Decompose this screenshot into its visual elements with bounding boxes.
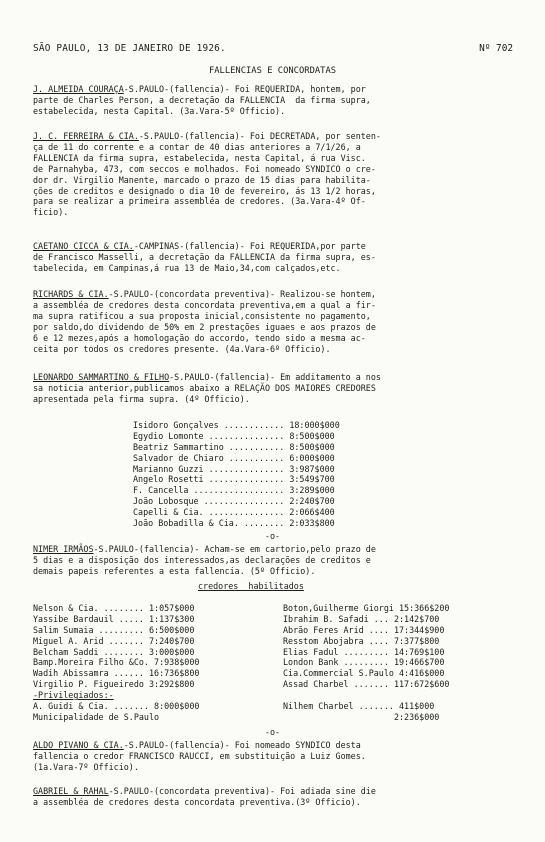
entry-line: a assembléa de credores desta concordata preventiva,em a qual a fir- [33, 299, 376, 310]
entry-first-line: -S.PAULO-(fallencia)- Foi DECRETADA, por senten- [138, 131, 381, 141]
entry-first-line: -S.PAULO-(fallencia)- Foi nomeado SYNDICO desta [123, 740, 361, 750]
list-item: Miguel A. Arid ....... 7:240$700 [33, 635, 195, 646]
entry-name: LEONARDO SAMMARTINO & FILHO [33, 372, 170, 382]
entry-first-line: -S.PAULO-(concordata preventiva)- Foi adiada sine die [108, 786, 376, 796]
entry-line: apresentada pela firma supra. (4º Officio). [33, 393, 250, 404]
entry-gabriel [33, 786, 519, 808]
list-item: 2:236$000 [393, 711, 440, 722]
list-item: Yassibe Bardauil ..... 1:137$300 [33, 613, 195, 624]
entry-line: ça de 11 do corrente e a contar de 40 dias anteriores a 7/1/26, a [33, 141, 361, 152]
entry-line: fallencia o credor FRANCISCO RAUCCI, em substituição a Luiz Gomes. [33, 750, 366, 761]
entry-line: 5 dias e a disposição dos interessados,as declarações de creditos e [33, 554, 371, 565]
entry-line: para se realizar a primeira assembléa de credores. (3a.Vara-4º Of- [33, 196, 366, 207]
entry-line: parte de Charles Person, a decretação da FALLENCIA da firma supra, [33, 94, 371, 105]
entry-richards [33, 289, 519, 354]
list-item: João Bobadilla & Cia. ........ 2:033$800 [133, 518, 335, 529]
habilitados-title: credores habilitados [198, 581, 304, 591]
list-item: Salim Sumaia ......... 6:500$000 [33, 624, 195, 635]
credores-list [133, 409, 340, 529]
entry-line: por saldo,do dividendo de 50% em 2 prestações iguaes e aos prazos de [33, 321, 376, 332]
list-item: Capelli & Cia. ............... 2:066$400 [133, 507, 335, 518]
privilegiados-title: -Privilegiados:- [33, 690, 114, 701]
habilitados-right-column [283, 592, 449, 723]
list-item: Cia.Commercial S.Paulo 4:416$000 [283, 668, 445, 679]
list-item: Resstom Abojabra .... 7:377$800 [283, 635, 440, 646]
entry-name: ALDO PIVANO & CIA. [33, 740, 124, 750]
habilitados-left-column [33, 592, 199, 723]
list-item: Nelson & Cia. ........ 1:057$000 [33, 602, 195, 613]
list-item: Municipalidade de S.Paulo [33, 711, 160, 722]
list-item: F. Cancella .................. 3:289$000 [133, 485, 335, 496]
list-item: Marianno Guzzi ............... 3:987$000 [133, 463, 335, 474]
entry-line: ma supra ratificou a sua proposta inicial,consistente no pagamento, [33, 310, 371, 321]
list-item: João Lobosque ................ 2:240$700 [133, 496, 335, 507]
separator: -o- [264, 531, 281, 541]
entry-name: CAETANO CICCA & CIA. [33, 241, 134, 251]
entry-line: a assembléa de credores desta concordata preventiva.(3º Officio). [33, 796, 361, 807]
list-item: London Bank ......... 19:466$700 [283, 657, 445, 668]
list-item: Abrão Feres Arid .... 17:344$900 [283, 624, 445, 635]
entry-line: dor dr. Virgilio Manente, marcado o prazo de 15 dias para habilita- [33, 174, 371, 185]
entry-nimer [33, 544, 519, 577]
list-item: Salvador de Chiaro ........... 6:000$000 [133, 452, 335, 463]
entry-line: de Parnahyba, 473, com seccos e molhados. Foi nomeado SYNDICO o cre- [33, 163, 376, 174]
entry-almeida [33, 84, 519, 117]
list-item: Boton,Guilherme Giorgi 15:366$200 [283, 602, 450, 613]
list-item: A. Guidi & Cia. ....... 8:000$000 [33, 701, 200, 712]
entry-line: demais papeis referentes a esta fallencia. (5º Officio). [33, 565, 316, 576]
list-item: Belcham Saddi ........ 3:000$000 [33, 646, 195, 657]
list-item: Beatriz Sammartino ........... 8:500$000 [133, 441, 335, 452]
entry-name: GABRIEL & RAHAL [33, 786, 109, 796]
entry-line: de Francisco Masselli, a decretação da FALLENCIA da firma supra, es- [33, 251, 376, 262]
list-item: Ibrahim B. Safadi ... 2:142$700 [283, 613, 440, 624]
entry-line: ceita por todos os credores presente. (4a.Vara-6º Officio). [33, 343, 331, 354]
list-item: Elias Fadul ......... 14:769$100 [283, 646, 445, 657]
entry-line: (1a.Vara-7º Officio). [33, 761, 139, 772]
entry-first-line: -S.PAULO-(concordata preventiva)- Realizou-se hontem, [108, 289, 376, 299]
entry-sammartino [33, 372, 519, 405]
entry-name: J. ALMEIDA COURAÇA [33, 84, 124, 94]
list-item: Egydio Lomonte ............... 8:500$000 [133, 430, 335, 441]
section-title: FALLENCIAS E CONCORDATAS [208, 66, 337, 76]
entry-cicca [33, 241, 519, 274]
entry-first-line: -CAMPINAS-(fallencia)- Foi REQUERIDA,por parte [133, 241, 366, 251]
entry-first-line: -S.PAULO-(fallencia)- Em additamento a nos [169, 372, 381, 382]
entry-first-line: -S.PAULO-(fallencia)- Acham-se em cartorio,pelo prazo de [93, 544, 376, 554]
list-item: Assad Charbel ....... 117:672$600 [283, 679, 450, 690]
page-date: SÃO PAULO, 13 DE JANEIRO DE 1926. [33, 43, 226, 54]
page-number: Nº 702 [479, 43, 513, 54]
entry-line: sa noticia anterior,publicamos abaixo a RELAÇÃO DOS MAIORES CREDORES [33, 382, 376, 393]
entry-ferreira [33, 131, 519, 218]
entry-line: ções de creditos e designado o dia 10 de fevereiro, ás 13 1/2 horas, [33, 185, 376, 196]
list-item: Angelo Rosetti ............... 3:549$700 [133, 474, 335, 485]
entry-line: ficio). [33, 207, 69, 218]
list-item: Bamp.Moreira Filho &Co. 7:938$000 [33, 657, 200, 668]
list-item: Wadih Abissamra ...... 16:736$800 [33, 668, 200, 679]
entry-line: estabelecida, nesta Capital. (3a.Vara-5º Officio). [33, 105, 286, 116]
separator-2: -o- [264, 727, 281, 737]
entry-first-line: -S.PAULO-(fallencia)- Foi REQUERIDA, hontem, por [123, 84, 366, 94]
list-item: Isidoro Gonçalves ............ 18:000$000 [133, 419, 340, 430]
entry-pivano [33, 740, 519, 773]
entry-name: J. C. FERREIRA & CIA. [33, 131, 139, 141]
list-item: Nilhem Charbel ....... 411$000 [283, 701, 435, 712]
entry-line: tabelecida, em Campinas,á rua 13 de Maio,34,com calçados,etc. [33, 262, 341, 273]
entry-line: 6 e 12 mezes,após a homologação do accordo, tendo sido a mesma ac- [33, 332, 366, 343]
entry-name: NIMER IRMÃOS [33, 544, 94, 554]
entry-line: FALLENCIA da firma supra, estabelecida, nesta Capital, á rua Visc. [33, 152, 366, 163]
entry-name: RICHARDS & CIA. [33, 289, 109, 299]
list-item: Virgilio P. Figueiredo 3:292$800 [33, 679, 195, 690]
